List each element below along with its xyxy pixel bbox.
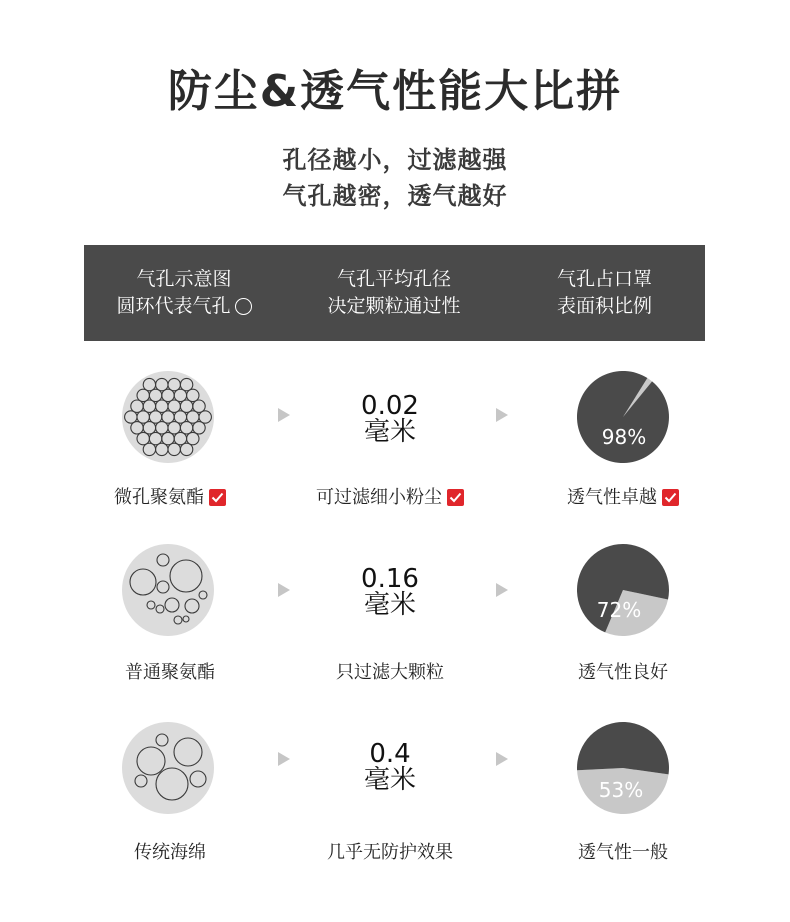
- pie-percent-label: 72%: [596, 598, 642, 622]
- header-col-diagram: [84, 245, 284, 341]
- breathability-text: 透气性良好: [578, 662, 668, 683]
- pore-size-value: [300, 741, 480, 793]
- material-label: [70, 483, 270, 509]
- filter-text: 几乎无防护效果: [327, 842, 453, 863]
- material-name: 传统海绵: [134, 842, 206, 863]
- header-col1-line2-wrap: [116, 293, 251, 320]
- pie-slice-pores: [577, 371, 669, 463]
- header-col1-line2: 圆环代表气孔: [116, 295, 231, 317]
- pore-diagram-medium: [122, 544, 214, 636]
- triangle-right-icon: [278, 752, 290, 766]
- filter-label: [290, 483, 490, 509]
- header-col3-line1: 气孔占口罩: [556, 268, 652, 290]
- subtitle-line-2: 气孔越密，透气越好: [282, 182, 508, 210]
- checkbox-checked-icon: [209, 489, 226, 506]
- pore-size-unit: 毫米: [363, 765, 416, 795]
- triangle-right-icon: [278, 408, 290, 422]
- ratio-pie-chart: [577, 722, 669, 814]
- pore-size-number: 0.16: [361, 564, 419, 594]
- triangle-right-icon: [278, 583, 290, 597]
- comparison-row-standard: [0, 542, 790, 702]
- header-col-pore: [294, 245, 494, 341]
- ratio-pie-chart: [577, 544, 669, 636]
- circle-outline-icon: [235, 298, 252, 315]
- header-col3-line2: 表面积比例: [556, 295, 652, 317]
- material-name: 普通聚氨酯: [125, 662, 215, 683]
- header-col2-line2: 决定颗粒通过性: [327, 295, 461, 317]
- triangle-right-icon: [496, 752, 508, 766]
- pore-size-number: 0.4: [369, 739, 411, 769]
- filter-text: 可过滤细小粉尘: [316, 487, 442, 508]
- material-name: 微孔聚氨酯: [114, 487, 204, 508]
- table-header: [84, 245, 705, 341]
- triangle-right-icon: [496, 408, 508, 422]
- pore-size-value: [300, 566, 480, 618]
- pore-size-number: 0.02: [361, 391, 419, 421]
- filter-text: 只过滤大颗粒: [336, 662, 444, 683]
- checkbox-checked-icon: [662, 489, 679, 506]
- triangle-right-icon: [496, 583, 508, 597]
- ratio-pie-chart: [577, 371, 669, 463]
- pore-size-unit: 毫米: [363, 417, 416, 447]
- subtitle-line-1: 孔径越小，过滤越强: [282, 146, 508, 174]
- pie-slice-pores: [577, 722, 669, 774]
- checkbox-checked-icon: [447, 489, 464, 506]
- breathability-label: [523, 483, 723, 509]
- header-col-ratio: [504, 245, 705, 341]
- breathability-text: 透气性卓越: [567, 487, 657, 508]
- header-col1-line1: 气孔示意图: [136, 268, 232, 290]
- breathability-text: 透气性一般: [578, 842, 668, 863]
- comparison-row-microporous: [0, 367, 790, 527]
- pie-percent-label: 98%: [601, 425, 647, 449]
- pore-diagram-dense: [122, 371, 214, 463]
- pore-size-unit: 毫米: [363, 590, 416, 620]
- pie-percent-label: 53%: [598, 778, 644, 802]
- pore-diagram-sparse: [122, 722, 214, 814]
- page-title: 防尘&透气性能大比拼: [167, 66, 623, 117]
- comparison-row-sponge: [0, 720, 790, 880]
- header-col2-line1: 气孔平均孔径: [336, 268, 451, 290]
- pore-size-value: [300, 393, 480, 445]
